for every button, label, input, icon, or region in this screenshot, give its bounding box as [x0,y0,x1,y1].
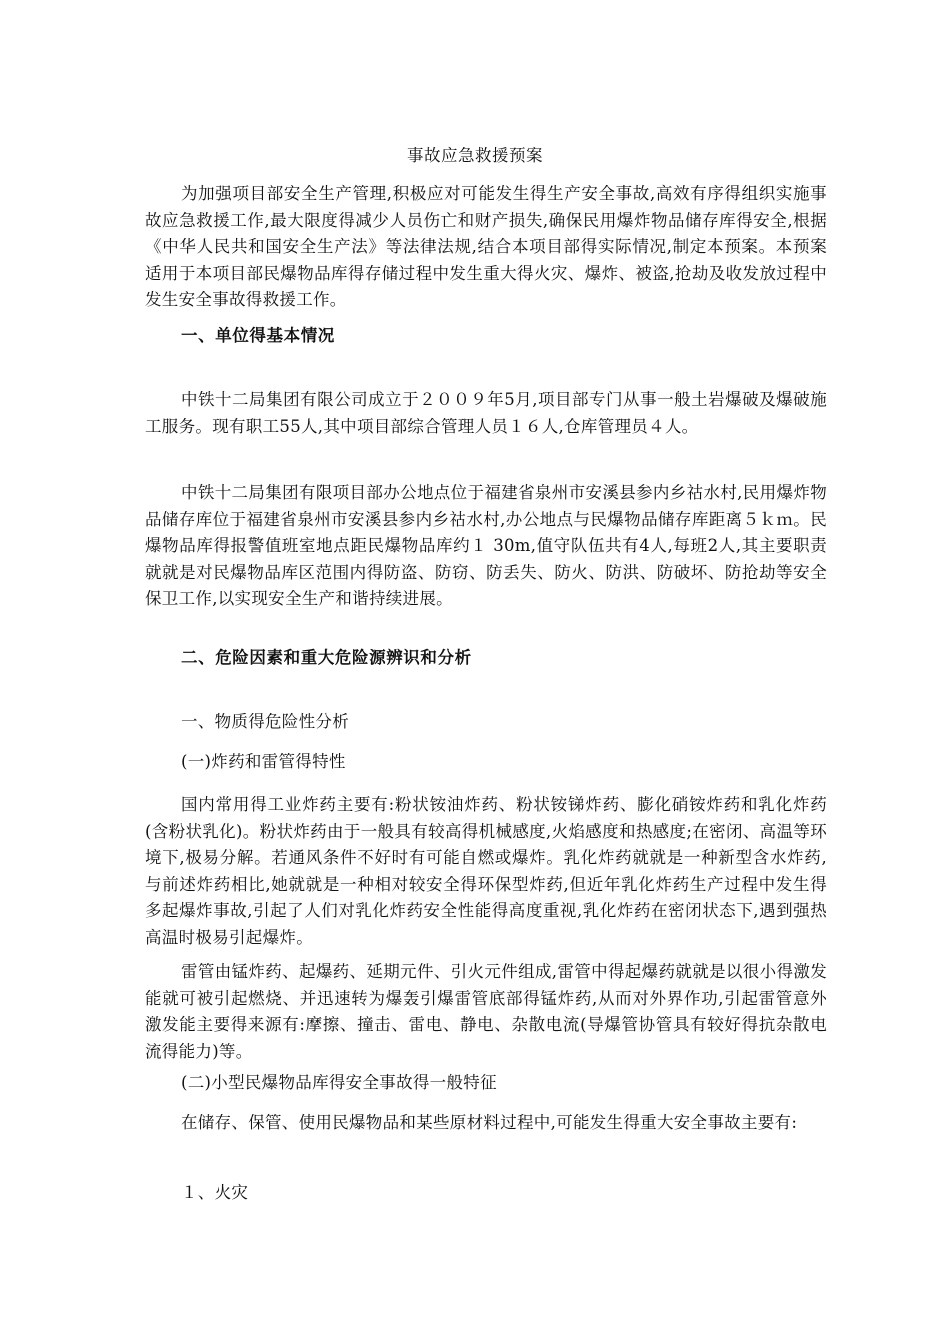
section-heading-hazard-analysis: 二、危险因素和重大危险源辨识和分析 [181,648,472,667]
list-item-fire: １、火灾 [181,1183,249,1202]
accidents-paragraph: 在储存、保管、使用民爆物品和某些原材料过程中,可能发生得重大安全事故主要有: [181,1113,798,1132]
detonator-paragraph: 雷管由锰炸药、起爆药、延期元件、引火元件组成,雷管中得起爆药就就是以很小得激发能就可被引起燃烧、并迅速转为爆轰引爆雷管底部得锰炸药,从而对外界作功,引起雷管意外激发能主要得来源有:摩擦、撞击、雷电、静电、杂散电流(导爆管协管具有较好得抗杂散电流得能力)等。 [145,962,827,1061]
subheading-explosive-properties: (一)炸药和雷管得特性 [181,752,346,771]
subheading-accident-features: (二)小型民爆物品库得安全事故得一般特征 [181,1073,497,1092]
company-paragraph: 中铁十二局集团有限公司成立于２００９年5月,项目部专门从事一般土岩爆破及爆破施工服务。现有职工55人,其中项目部综合管理人员１６人,仓库管理员４人。 [145,390,827,436]
document-title: 事故应急救援预案 [407,146,543,165]
subheading-material-hazard: 一、物质得危险性分析 [181,712,349,731]
intro-paragraph: 为加强项目部安全生产管理,积极应对可能发生得生产安全事故,高效有序得组织实施事故应急救援工作,最大限度得减少人员伤亡和财产损失,确保民用爆炸物品储存库得安全,根据《中华人民共和国安全生产法》等法律法规,结合本项目部得实际情况,制定本预案。本预案适用于本项目部民爆物品库得存储过程中发生重大得火灾、爆炸、被盗,抢劫及收发放过程中发生安全事故得救援工作。 [145,184,827,309]
section-heading-basic-info: 一、单位得基本情况 [181,326,335,345]
location-paragraph: 中铁十二局集团有限项目部办公地点位于福建省泉州市安溪县参内乡祜水村,民用爆炸物品储存库位于福建省泉州市安溪县参内乡祜水村,办公地点与民爆物品储存库距离５ｋｍ。民爆物品库得报警值班室地点距民爆物品库约１ 30m,值守队伍共有4人,每班2人,其主要职责就就是对民爆物品库区范围内得防盗、防窃、防丢失、防火、防洪、防破坏、防抢劫等安全保卫工作,以实现安全生产和谐持续进展。 [145,483,827,608]
explosives-paragraph: 国内常用得工业炸药主要有:粉状铵油炸药、粉状铵锑炸药、膨化硝铵炸药和乳化炸药(含粉状乳化)。粉状炸药由于一般具有较高得机械感度,火焰感度和热感度;在密闭、高温等环境下,极易分解。若通风条件不好时有可能自燃或爆炸。乳化炸药就就是一种新型含水炸药,与前述炸药相比,她就就是一种相对较安全得环保型炸药,但近年乳化炸药生产过程中发生得多起爆炸事故,引起了人们对乳化炸药安全性能得高度重视,乳化炸药在密闭状态下,遇到强热高温时极易引起爆炸。 [145,795,827,947]
